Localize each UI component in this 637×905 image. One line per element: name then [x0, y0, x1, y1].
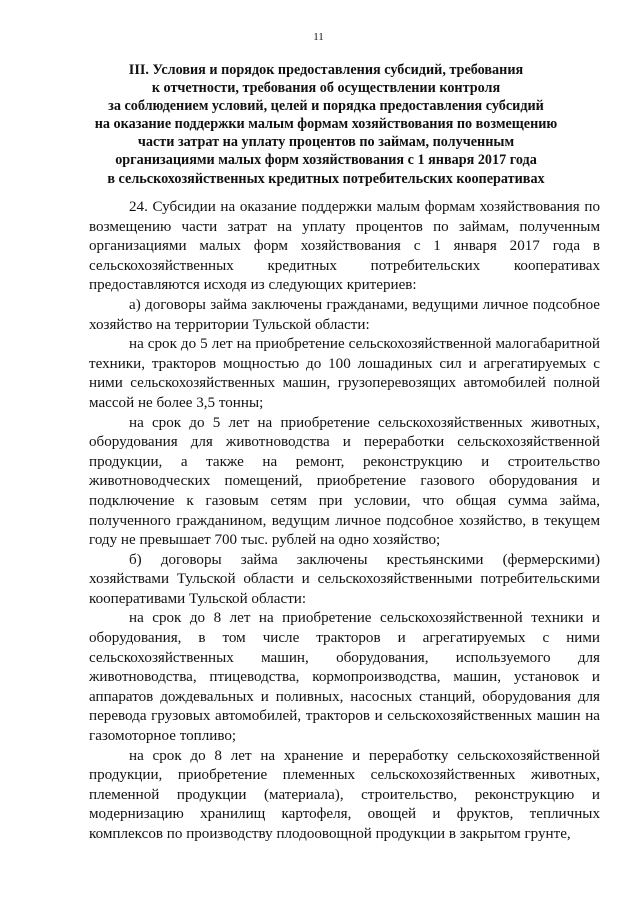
section-heading: [80, 61, 572, 188]
page-number: 11: [313, 31, 324, 43]
paragraph-subclause-a: а) договоры займа заключены гражданами, ведущими личное подсобное хозяйство на территории Тульской области:: [89, 296, 600, 333]
document-body: [89, 198, 600, 845]
section-heading-line: за соблюдением условий, целей и порядка предоставления субсидий: [108, 98, 544, 115]
section-heading-line: организациями малых форм хозяйствования с 1 января 2017 года: [115, 152, 537, 169]
paragraph-item: на срок до 8 лет на хранение и переработку сельскохозяйственной продукции, приобретение племенных сельскохозяйственных животных, племенной продукции (материала), строительство, реконструкцию и модернизацию хранилищ картофеля, овощей и фруктов, тепличных комплексов по производству плодоовощной продукции в закрытом грунте,: [89, 747, 600, 842]
paragraph-item: на срок до 8 лет на приобретение сельскохозяйственной техники и оборудования, в том числе тракторов и агрегатируемых с ними сельскохозяйственных машин, оборудования, используемого для животноводства, птицеводства, кормопроизводства, машин, установок и аппаратов дождевальных и поливных, насосных станций, оборудования для перевода грузовых автомобилей, тракторов и сельскохозяйственных машин на газомоторное топливо;: [89, 610, 600, 745]
paragraph-clause-24: 24. Субсидии на оказание поддержки малым формам хозяйствования по возмещению части затрат на уплату процентов по займам, полученным организациями малых форм хозяйствования с 1 января 2017 года в сельскохозяйственных кредитных потребительских кооперативах предоставляются исходя из следующих критериев:: [89, 199, 600, 294]
paragraph-item: на срок до 5 лет на приобретение сельскохозяйственной малогабаритной техники, тракторов мощностью до 100 лошадиных сил и агрегатируемых с ними сельскохозяйственных машин, грузоперевозящих автомобилей полной массой не более 3,5 тонны;: [89, 336, 600, 411]
paragraph-item: на срок до 5 лет на приобретение сельскохозяйственных животных, оборудования для животноводства и переработки сельскохозяйственной продукции, а также на ремонт, реконструкцию и строительство животноводческих помещений, приобретение газового оборудования и подключение к газовым сетям при условии, что общая сумма займа, полученного гражданином, ведущим личное подсобное хозяйство, в текущем году не превышает 700 тыс. рублей на одно хозяйство;: [89, 414, 600, 549]
section-heading-line: на оказание поддержки малым формам хозяйствования по возмещению: [94, 116, 558, 133]
section-heading-line: III. Условия и порядок предоставления субсидий, требования: [128, 62, 524, 78]
section-heading-line: к отчетности, требования об осуществлении контроля: [151, 80, 501, 97]
paragraph-subclause-b: б) договоры займа заключены крестьянскими (фермерскими) хозяйствами Тульской области и сельскохозяйственными потребительскими кооперативами Тульской области:: [89, 551, 600, 607]
section-heading-line: в сельскохозяйственных кредитных потребительских кооперативах: [107, 170, 545, 187]
section-heading-line: части затрат на уплату процентов по займам, полученным: [137, 134, 515, 151]
